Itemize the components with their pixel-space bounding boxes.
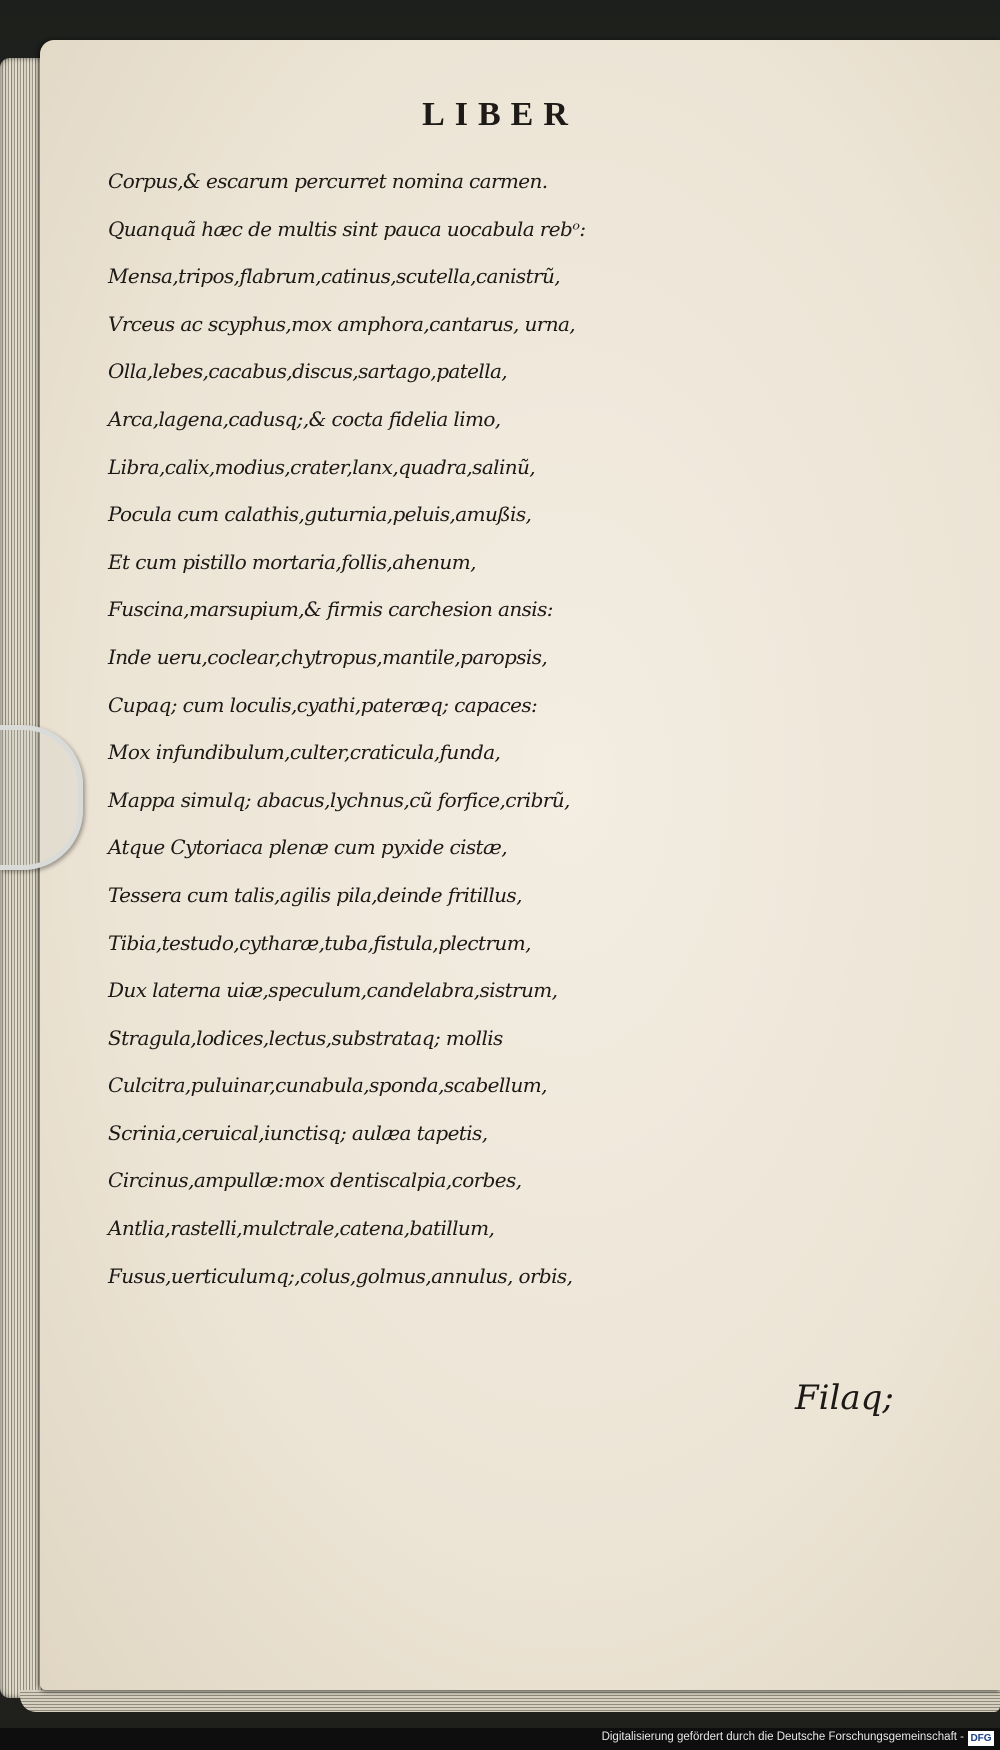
- verse-line: Mensa,tripos,flabrum,catinus,scutella,canistrũ,: [108, 264, 561, 289]
- verse-line: Olla,lebes,cacabus,discus,sartago,patella,: [108, 359, 508, 384]
- verse-line: Circinus,ampullæ:mox dentiscalpia,corbes,: [108, 1168, 522, 1193]
- verse-line: Mox infundibulum,culter,craticula,funda,: [108, 740, 501, 765]
- running-header: LIBER: [422, 96, 578, 133]
- verse-block: [108, 158, 968, 1300]
- verse-line: Cupaq; cum loculis,cyathi,pateræq; capaces:: [108, 692, 538, 717]
- verse-line: Libra,calix,modius,crater,lanx,quadra,salinũ,: [108, 454, 536, 479]
- catchword: Filaq;: [795, 1378, 894, 1418]
- verse-line: Culcitra,puluinar,cunabula,sponda,scabellum,: [108, 1073, 547, 1098]
- verse-line: Dux laterna uiæ,speculum,candelabra,sistrum,: [108, 978, 558, 1003]
- verse-line: Vrceus ac scyphus,mox amphora,cantarus, urna,: [108, 311, 576, 336]
- verse-line: Inde ueru,coclear,chytropus,mantile,paropsis,: [108, 644, 548, 669]
- verse-line: Tessera cum talis,agilis pila,deinde fritillus,: [108, 882, 522, 907]
- verse-line: Stragula,lodices,lectus,substrataq; mollis: [108, 1025, 503, 1050]
- verse-line: Atque Cytoriaca plenæ cum pyxide cistæ,: [108, 835, 507, 860]
- book-bottom-edges: [20, 1690, 1000, 1712]
- verse-line: Corpus,& escarum percurret nomina carmen.: [108, 169, 548, 193]
- verse-line: Tibia,testudo,cytharæ,tuba,fistula,plectrum,: [108, 930, 531, 955]
- verse-line: Arca,lagena,cadusq;,& cocta fidelia limo,: [108, 406, 501, 431]
- verse-line: Fusus,uerticulumq;,colus,golmus,annulus, orbis,: [108, 1263, 573, 1288]
- verse-line: Scrinia,ceruical,iunctisq; aulæa tapetis,: [108, 1120, 488, 1145]
- dfg-logo: DFG: [968, 1731, 994, 1746]
- funding-credit: Digitalisierung gefördert durch die Deutsche Forschungsgemeinschaft -: [601, 1731, 964, 1743]
- verse-line: Et cum pistillo mortaria,follis,ahenum,: [108, 549, 476, 574]
- verse-line: Pocula cum calathis,guturnia,peluis,amußis,: [108, 502, 532, 527]
- verse-line: Antlia,rastelli,mulctrale,catena,batillum,: [108, 1216, 495, 1241]
- verse-line: Mappa simulq; abacus,lychnus,cũ forfice,cribrũ,: [108, 787, 570, 812]
- verse-line: Quanquã hæc de multis sint pauca uocabula rebᵒ:: [108, 216, 586, 241]
- verse-line: Fuscina,marsupium,& firmis carchesion ansis:: [108, 597, 553, 622]
